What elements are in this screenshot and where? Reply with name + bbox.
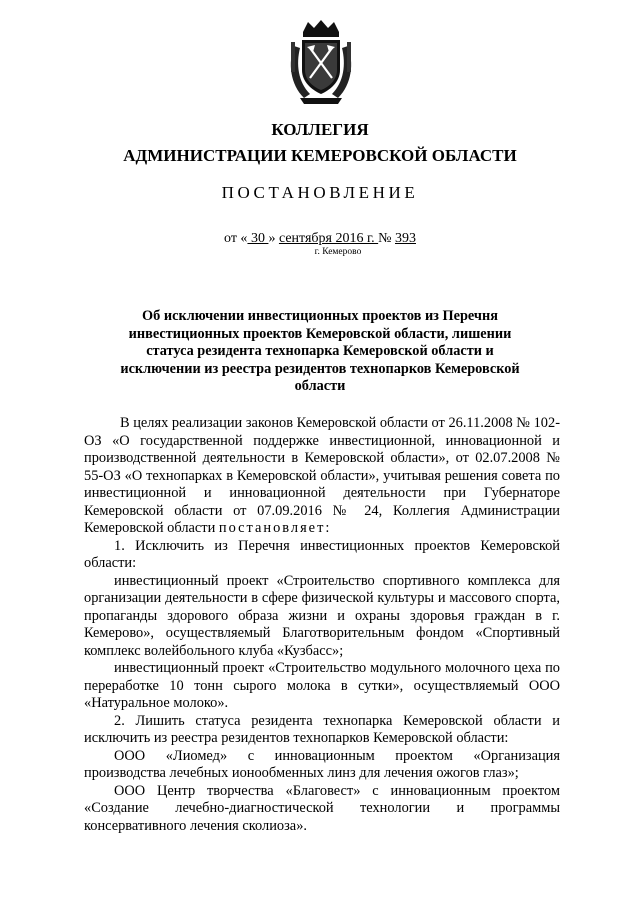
intro-spaced-word: постановляет xyxy=(218,520,326,536)
document-type: ПОСТАНОВЛЕНИЕ xyxy=(221,183,419,202)
item-2-paragraph-2: ООО Центр творчества «Благовест» с инновационным проектом «Создание лечебно-диагностической технологии и программы консервативного лечения сколиоза». xyxy=(84,782,560,834)
date-line xyxy=(0,230,640,247)
number-prefix: № xyxy=(378,231,395,246)
coat-of-arms-icon xyxy=(286,18,356,108)
org-line-1: КОЛЛЕГИЯ xyxy=(271,120,369,139)
item-2: 2. Лишить статуса резидента технопарка Кемеровской области и исключить из реестра резидентов технопарков Кемеровской области: xyxy=(84,712,560,746)
item-2-paragraph-1: ООО «Лиомед» с инновационным проектом «Организация производства лечебных ионообменных линз для лечения ожогов глаз»; xyxy=(84,747,560,781)
item-1: 1. Исключить из Перечня инвестиционных проектов Кемеровской области: xyxy=(84,537,560,571)
document-title: Об исключении инвестиционных проектов из Перечня инвестиционных проектов Кемеровской области, лишении статуса резидента технопарка Кемеровской области и исключении из реестра резидентов технопарков Кемеровской области xyxy=(120,308,520,394)
date-day: 30 xyxy=(247,231,269,246)
date-month-year: сентября 2016 г. xyxy=(278,231,379,246)
document-number: 393 xyxy=(395,231,416,246)
city-label: г. Кемерово xyxy=(314,247,362,257)
item-1-paragraph-2: инвестиционный проект «Строительство модульного молочного цеха по переработке 10 тонн сырого молока в сутки», осуществляемый ООО «Натуральное молоко». xyxy=(84,660,560,711)
intro-paragraph xyxy=(84,415,560,538)
org-line-2: АДМИНИСТРАЦИИ КЕМЕРОВСКОЙ ОБЛАСТИ xyxy=(123,146,517,165)
date-prefix: от « xyxy=(224,231,248,246)
intro-text: В целях реализации законов Кемеровской области от 26.11.2008 № 102-ОЗ «О государственной поддержке инвестиционной, инновационной и производственной деятельности в Кемеровской области», от 02.07.2008 № 55-ОЗ «О технопарках в Кемеровской области», учитывая решения совета по инвестиционной и инновационной деятельности при Губернаторе Кемеровской области от 07.09.2016 № 24, Коллегия Администрации Кемеровской области xyxy=(84,415,560,536)
item-1-paragraph-1: инвестиционный проект «Строительство спортивного комплекса для организации деятельности в сфере физической культуры и массового спорта, пропаганды здорового образа жизни и охраны здоровья граждан в г. Кемерово», осуществляемый Благотворительным фондом «Спортивный комплекс волейбольного клуба «Кузбасс»; xyxy=(84,572,560,659)
intro-end: : xyxy=(325,520,330,536)
document-body xyxy=(84,415,560,835)
date-mid: » xyxy=(268,231,279,246)
